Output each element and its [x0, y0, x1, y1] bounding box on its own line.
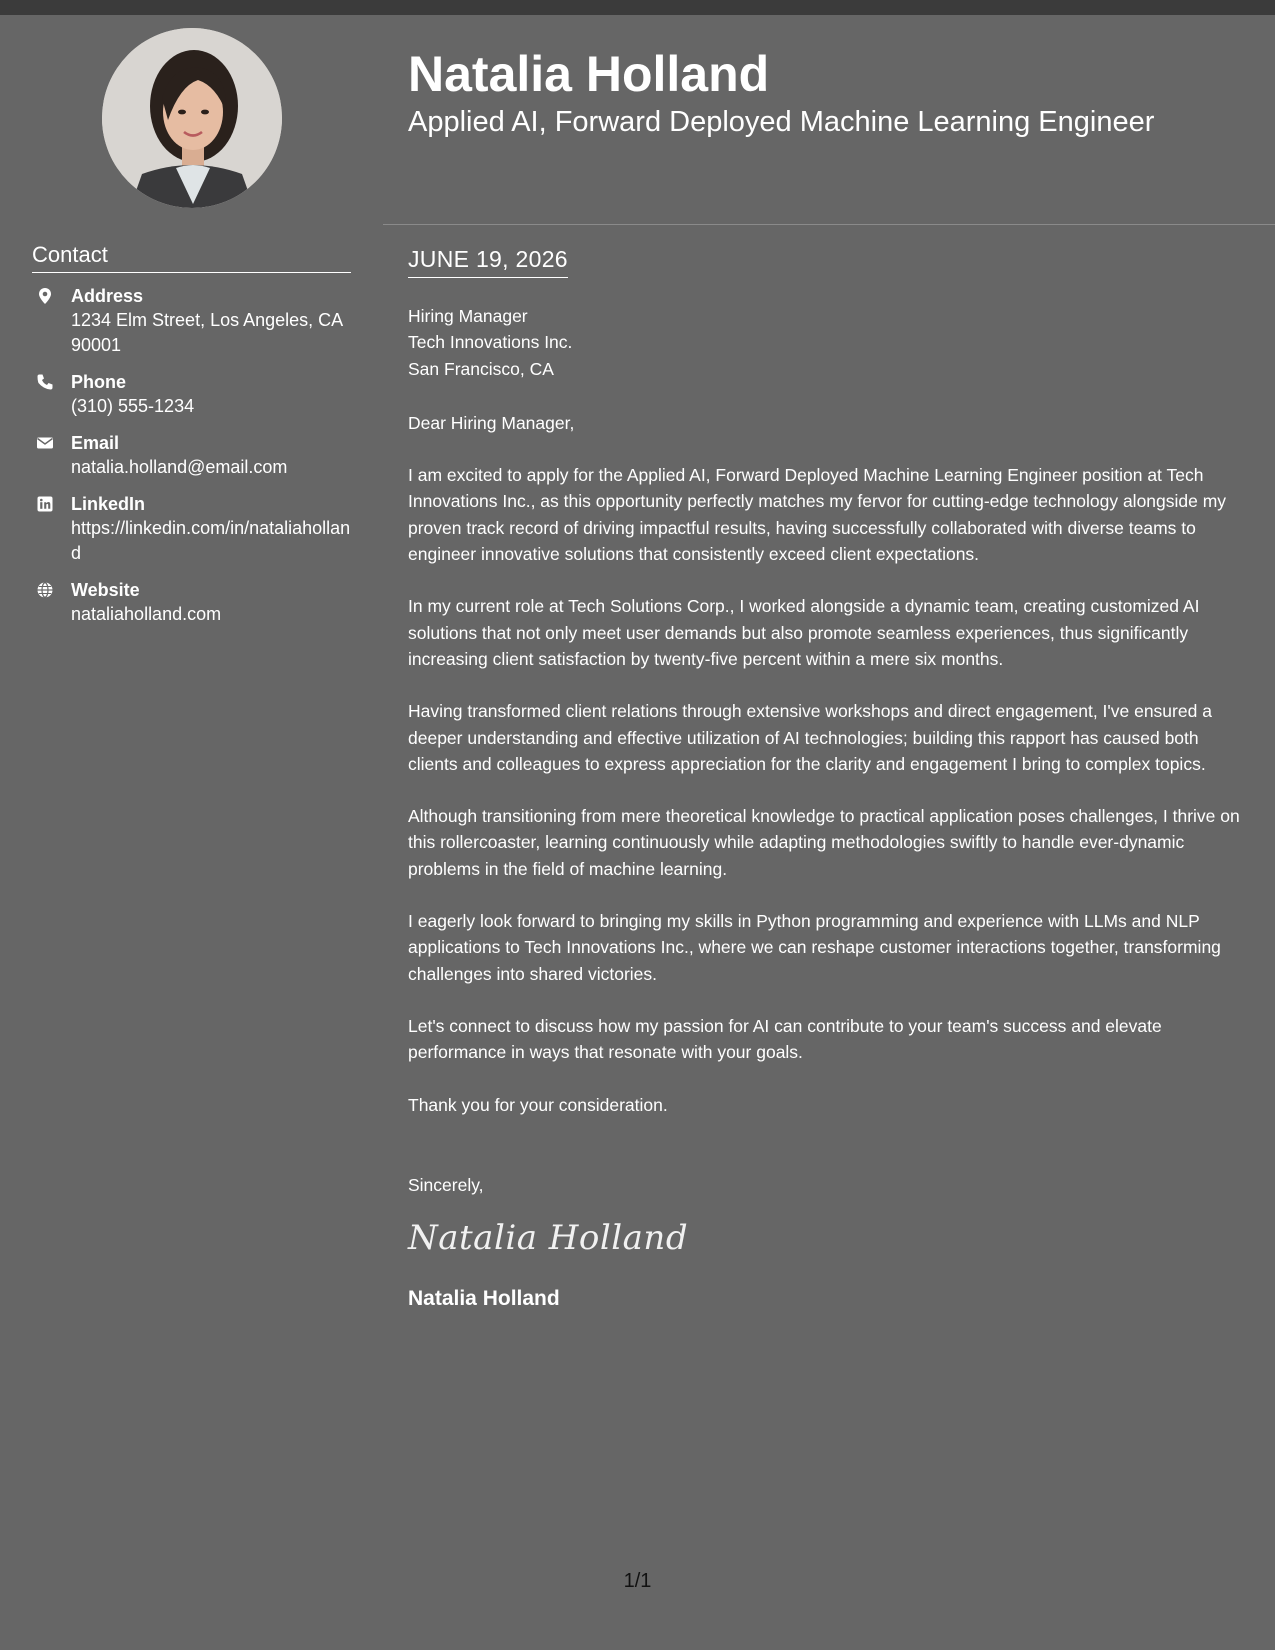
phone-icon — [36, 373, 54, 391]
signature: Natalia Holland — [408, 1218, 689, 1259]
location-pin-icon — [36, 287, 54, 305]
contact-label: Email — [71, 433, 120, 453]
salutation: Dear Hiring Manager, — [408, 412, 575, 433]
globe-icon — [36, 581, 54, 599]
contact-email — [32, 431, 352, 480]
closing: Sincerely, — [408, 1174, 484, 1195]
contact-website — [32, 578, 352, 627]
recipient-line: Tech Innovations Inc. — [408, 332, 573, 353]
contact-value[interactable]: nataliaholland.com — [71, 604, 222, 624]
letter-date: JUNE 19, 2026 — [408, 245, 568, 278]
contact-heading: Contact — [32, 242, 351, 273]
candidate-title: Applied AI, Forward Deployed Machine Learning Engineer — [408, 106, 1155, 138]
contact-value: (310) 555-1234 — [71, 396, 195, 416]
contact-value[interactable]: https://linkedin.com/in/nataliaholland — [71, 518, 351, 563]
letter-paragraph: In my current role at Tech Solutions Corp., I worked alongside a dynamic team, creating customized AI solutions that not only meet user demands but also promote seamless experiences, thus significantly increasing client satisfaction by twenty-five percent within a mere six months. — [408, 596, 1200, 669]
contact-label: Phone — [71, 372, 127, 392]
letter-paragraph: Having transformed client relations through extensive workshops and direct engagement, I've ensured a deeper understanding and effective utilization of AI technologies; building this rapport has caused both clients and colleagues to express appreciation for the clarity and engagement I bring to complex topics. — [408, 701, 1212, 774]
page-number: 1/1 — [623, 1570, 652, 1592]
recipient-block — [408, 303, 1248, 382]
profile-photo — [102, 28, 282, 208]
letter-paragraph: Although transitioning from mere theoretical knowledge to practical application poses challenges, I thrive on this rollercoaster, learning continuously while adapting methodologies swiftly to handle ever-dynamic problems in the field of machine learning. — [408, 806, 1240, 879]
recipient-line: San Francisco, CA — [408, 358, 554, 379]
contact-value: 1234 Elm Street, Los Angeles, CA 90001 — [71, 310, 343, 355]
letter-paragraph: Let's connect to discuss how my passion for AI can contribute to your team's success and elevate performance in ways that resonate with your goals. — [408, 1015, 1162, 1063]
top-bar — [0, 0, 1275, 15]
contact-label: Address — [71, 286, 144, 306]
envelope-icon — [36, 434, 54, 452]
header-divider — [383, 224, 1275, 225]
contact-label: Website — [71, 580, 140, 600]
contact-linkedin — [32, 492, 352, 566]
candidate-name: Natalia Holland — [408, 46, 770, 102]
recipient-line: Hiring Manager — [408, 306, 528, 326]
contact-address — [32, 284, 352, 358]
letter-body — [408, 303, 1248, 1312]
printed-name: Natalia Holland — [408, 1287, 560, 1311]
letter-paragraph: I eagerly look forward to bringing my skills in Python programming and experience with LLMs and NLP applications to Tech Innovations Inc., where we can reshape customer interactions together, transforming challenges into shared victories. — [408, 911, 1221, 984]
linkedin-icon — [36, 495, 54, 513]
contact-list — [32, 284, 352, 639]
contact-phone — [32, 370, 352, 419]
letter-paragraph: Thank you for your consideration. — [408, 1094, 668, 1115]
letter-paragraph: I am excited to apply for the Applied AI, Forward Deployed Machine Learning Engineer position at Tech Innovations Inc., as this opportunity perfectly matches my fervor for cutting-edge technology alongside my proven track record of driving impactful results, having successfully collaborated with diverse teams to engineer innovative solutions that consistently exceed client expectations. — [408, 465, 1227, 565]
contact-value[interactable]: natalia.holland@email.com — [71, 457, 288, 477]
contact-label: LinkedIn — [71, 494, 146, 514]
